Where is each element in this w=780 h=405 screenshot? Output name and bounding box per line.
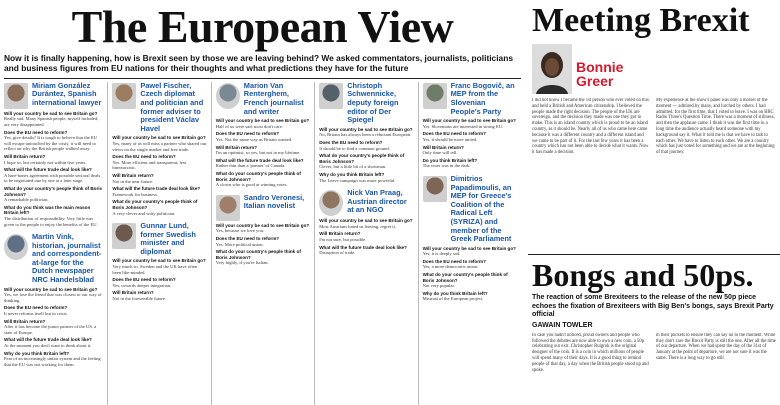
answer: It should be to find a common ground. bbox=[319, 145, 390, 151]
question: Will your country be sad to see Britain go? bbox=[215, 118, 310, 124]
answer: Not in the foreseeable future. bbox=[112, 296, 167, 302]
bongs-columns bbox=[532, 333, 778, 399]
profile bbox=[112, 222, 206, 302]
question: Will your country be sad to see Britain go? bbox=[112, 135, 206, 141]
answer: Really sad. Many Spanish people, myself included, are very disappointed. bbox=[4, 116, 99, 127]
profile-header bbox=[319, 82, 413, 125]
question: Will Britain return? bbox=[4, 153, 46, 159]
body-text: I did not know I became the 1st person who ever voted on this and held a British and American citizenship. I believed the people made the right decision. The people of the UK are sovereign, and the decision they made was one they got to make. This is an island country which is proud to be an island country, as it should be. Nearly all of us who came here came because it was a different country and a different island and we came to be part of it. For the last few years it has been a country which has not been able to decide what it wants. Now it has made a decision. bbox=[532, 98, 649, 156]
question: Will your country be sad to see Britain go? bbox=[422, 118, 516, 124]
avatar bbox=[319, 83, 343, 109]
answer: Yes, because we love you. bbox=[215, 228, 265, 234]
profile bbox=[4, 82, 103, 227]
profile-header bbox=[319, 189, 413, 216]
avatar bbox=[112, 83, 136, 109]
answer: Yes, it should be more united. bbox=[422, 136, 478, 142]
avatar bbox=[423, 176, 447, 202]
question: Why do you think Britain left? bbox=[422, 290, 488, 296]
avatar bbox=[319, 190, 343, 216]
answer: Only time will tell. bbox=[422, 150, 458, 156]
question: Will your country be sad to see Britain go? bbox=[4, 110, 98, 116]
bongs-standfirst: The reaction of some Brexiteers to the release of the new 50p piece echoes the fixation of Brexiteers with Big Ben's bongs, says Brexit Party official bbox=[532, 294, 774, 319]
answer: Yes. Not the same way as Britain wanted. bbox=[215, 136, 293, 142]
question: Will your country be sad to see Britain go? bbox=[4, 286, 98, 292]
answer: Not in the near future. bbox=[112, 178, 154, 184]
body-text: My experience at the show's panel was only a morsel of the moment — admired by many, and lurched by others. I had admitted, for the first time, that I voted to leave. I was on BBC Radio Three's Question Time. There was a moment of stillness, and then the applause came. I think it was the first time in a long time the audience actually heard someone with my background say it. What it told me is that we have to talk to each other. We have to listen to each other. We are a country which has just voted for something and we are at the beginning of that journey. bbox=[656, 98, 775, 156]
question: Will your country be sad to see Britain go? bbox=[215, 222, 310, 228]
european-view-column bbox=[314, 82, 413, 405]
answer: Yes. More efficient and transparent; less bureaucratic. bbox=[112, 159, 187, 171]
european-view-columns bbox=[4, 82, 521, 405]
question: Will your country be sad to see Britain go? bbox=[422, 245, 516, 251]
meeting-brexit-column bbox=[532, 98, 650, 250]
profile-name: Martin Vink, historian, journalist and correspondent-at-large for the Dutch newspaper NRC Handelsblad bbox=[32, 232, 102, 285]
question: What do your country's people think of Boris Johnson? bbox=[215, 249, 301, 260]
answer: The voter was in the dark. bbox=[422, 163, 471, 169]
avatar bbox=[112, 223, 136, 249]
answer: Very highly, if you're Italian. bbox=[215, 260, 269, 266]
answer: Framework for business. bbox=[112, 191, 158, 197]
answer: After it has become the junior partner of the US, a state of Europe. bbox=[4, 324, 97, 335]
avatar bbox=[216, 195, 240, 221]
question: Do you think Britain left? bbox=[422, 157, 478, 163]
answer: Yes, it is deeply sad. bbox=[422, 251, 461, 257]
answer: Yes. Slovenians are interested in strong EU. bbox=[422, 123, 504, 129]
answer: Yes, towards deeper integration. bbox=[112, 282, 172, 288]
profile-name: Gunnar Lund, former Swedish minister and diplomat bbox=[140, 221, 196, 256]
profile bbox=[319, 82, 413, 183]
answer: Yes. More political union. bbox=[215, 241, 264, 247]
question: Does the EU need to reform? bbox=[319, 139, 383, 145]
answer: A clown who is good at winning votes. bbox=[215, 182, 288, 188]
profile bbox=[423, 175, 517, 302]
question: Will your country be sad to see Britain go? bbox=[319, 126, 413, 132]
answer: Most Austrians hated us leaving, regret it. bbox=[319, 223, 396, 229]
european-view-column bbox=[211, 82, 310, 405]
meeting-brexit-author bbox=[576, 60, 638, 88]
question: Will Britain return? bbox=[319, 231, 361, 237]
question: Will Britain return? bbox=[215, 144, 258, 150]
bongs-title: Bongs and 50ps. bbox=[532, 257, 754, 293]
answer: Mistrust of the European project. bbox=[422, 296, 484, 302]
profile bbox=[319, 189, 413, 256]
question: Does the EU need to reform? bbox=[112, 277, 176, 283]
profile-header bbox=[423, 175, 517, 244]
meeting-brexit-title: Meeting Brexit bbox=[532, 2, 750, 39]
bongs-column bbox=[532, 333, 650, 399]
author-last-name: Greer bbox=[576, 73, 614, 89]
european-view-column bbox=[418, 82, 517, 405]
answer: Yes, many of us will miss a partner who shared our views on the single market and free trade. bbox=[112, 140, 207, 152]
answer: No, Britain has always been a reluctant European. bbox=[319, 132, 412, 138]
profile-name: Marion Van Renterghem, French journalist and writer bbox=[243, 81, 304, 116]
body-text: in their pockets to ensure they can say no to the moment. While they don't care the Brexit Party is still the one. After all the time of our departure. When we had spent the day of the 31st of January at the point of departure, we are not sure it was the same. There is a long way to go still. bbox=[656, 332, 776, 361]
answer: Yes, a more democratic union. bbox=[422, 264, 479, 270]
answer: Very much so. Sweden and the UK have often been like-minded. bbox=[112, 264, 198, 275]
european-view-title: The European View bbox=[71, 1, 454, 52]
question: Will Britain return? bbox=[422, 144, 464, 150]
author-photo bbox=[532, 44, 572, 94]
body-text: In case you hadn't noticed, proud owners and people who followed the debates are now able to own a new coin, a 50p celebrating our exit. Christopher Ruigrok is the original designer of the coin. It is a coin in which millions of people will spend many of their days. It is a good thing to remind people of that day, a day when the British people stood up and spoke. bbox=[532, 332, 649, 373]
answer: A remarkable politician. bbox=[4, 197, 49, 203]
answer: Disruption of trade. bbox=[319, 250, 356, 256]
meeting-brexit-column bbox=[656, 98, 777, 250]
european-view-standfirst: Now it is finally happening, how is Brexit seen by those we are leaving behind? We asked commentators, journalists, politicians and business figures from EU nations for their thoughts and what predictions they have for the future bbox=[4, 53, 521, 79]
question: Does the EU need to reform? bbox=[422, 258, 486, 264]
profile-name: Miriam González Durántez, Spanish international lawyer bbox=[32, 81, 102, 107]
answer: A bare-bones agreement with possible sectoral deals to be negotiated one by one at a later stage. bbox=[4, 172, 101, 184]
profile-header bbox=[423, 82, 517, 116]
answer: Clever, but a little bit of a showman. bbox=[319, 164, 387, 170]
bongs-author: GAWAIN TOWLER bbox=[532, 321, 593, 329]
question: Does the EU need to reform? bbox=[215, 235, 280, 241]
bongs-section bbox=[528, 254, 780, 405]
avatar bbox=[4, 83, 28, 109]
question: What will the future trade deal look like? bbox=[112, 186, 201, 192]
profile-name: Sandro Veronesi, Italian novelist bbox=[243, 192, 305, 211]
avatar bbox=[4, 234, 28, 260]
profile-header bbox=[216, 194, 310, 221]
profile-header bbox=[4, 82, 103, 109]
profile-name: Dimitrios Papadimoulis, an MEP for Greece's Coalition of the Radical Left (SYRIZA) and member of the Greek Parliament bbox=[450, 173, 512, 244]
answer: A very clever and witty politician. bbox=[112, 210, 176, 216]
question: Does the EU need to reform? bbox=[4, 129, 68, 135]
answer: Rather thin than a 'partner' of Canada. bbox=[215, 163, 286, 169]
question: Will your country be sad to see Britain go? bbox=[112, 258, 206, 264]
bongs-column bbox=[656, 333, 777, 399]
question: What will the future trade deal look like? bbox=[319, 244, 407, 250]
answer: Not very popular. bbox=[422, 283, 455, 289]
profile-name: Pawel Fischer, Czech diplomat and politician and former adviser to president Václav Havel bbox=[140, 81, 204, 133]
answer: I hope so, but certainly not within five years. bbox=[4, 159, 87, 165]
answer: Yes, we lose the friend that was closest to our way of thinking. bbox=[4, 292, 102, 303]
profile-name: Christoph Schwennicke, deputy foreign editor of Der Spiegel bbox=[347, 81, 399, 125]
question: Does the EU need to reform? bbox=[4, 305, 68, 311]
answer: Fear of an increasingly unfair system and the feeling that the EU was not working for them. bbox=[4, 356, 101, 367]
european-view-column bbox=[107, 82, 206, 405]
question: Will Britain return? bbox=[4, 318, 46, 324]
answer: The distribution of responsibility. Very little was given to the people to enjoy the benefits of the EU. bbox=[4, 215, 98, 227]
answer: Yes, give details? It is tough to believe that the EU will escape untouched by the crisis; it will need to reflect on why the British people walked away. bbox=[4, 135, 98, 152]
answer: I'm an optimist, so yes, but not in my lifetime. bbox=[215, 150, 301, 156]
question: Why do you think Britain left? bbox=[319, 171, 385, 177]
question: Will Britain return? bbox=[112, 290, 154, 296]
question: What do your country's people think of Boris Johnson? bbox=[112, 199, 198, 210]
answer: The Leave campaign was more powerful. bbox=[319, 177, 396, 183]
profile bbox=[216, 82, 310, 188]
answer: Half of us were sad; most don't care. bbox=[215, 123, 283, 129]
profile-header bbox=[112, 222, 206, 256]
question: What do your country's people think of Boris Johnson? bbox=[422, 272, 508, 283]
profile-header bbox=[216, 82, 310, 116]
profile-header bbox=[4, 233, 103, 285]
answer: It never reforms itself but in crisis. bbox=[4, 311, 68, 317]
profile bbox=[216, 194, 310, 266]
question: Will your country be sad to see Britain go? bbox=[319, 218, 413, 224]
question: What do your country's people think of Boris Johnson? bbox=[319, 153, 405, 164]
profile-header bbox=[112, 82, 206, 134]
question: What will the future trade deal look like? bbox=[4, 337, 92, 343]
answer: At the moment you don't want to think about it. bbox=[4, 343, 92, 348]
profile bbox=[4, 233, 103, 367]
profile bbox=[112, 82, 206, 216]
question: Does the EU need to reform? bbox=[422, 131, 486, 137]
answer: I'm not sure, but possible. bbox=[319, 236, 367, 242]
question: What do your country's people think of Boris Johnson? bbox=[215, 170, 301, 182]
avatar bbox=[423, 83, 447, 109]
question: What will the future trade deal look like? bbox=[4, 167, 92, 173]
question: What do your country's people think of Boris Johnson? bbox=[4, 185, 103, 197]
author-first-name: Bonnie bbox=[576, 59, 624, 75]
meeting-brexit-columns bbox=[532, 98, 778, 251]
avatar bbox=[216, 83, 240, 109]
question: What will the future trade deal look like? bbox=[215, 157, 304, 163]
meeting-brexit-header bbox=[528, 0, 780, 95]
profile-name: Nick Van Praag, Austrian director at an NGO bbox=[347, 188, 407, 215]
question: Does the EU need to reform? bbox=[112, 154, 176, 160]
meeting-brexit-section bbox=[528, 0, 780, 251]
question: Will Britain return? bbox=[112, 172, 154, 178]
question: What do you think was the main reason Britain left? bbox=[4, 204, 91, 216]
european-view-column bbox=[4, 82, 103, 405]
question: Does the EU need to reform? bbox=[215, 131, 280, 137]
question: Why do you think Britain left? bbox=[4, 350, 70, 356]
profile-name: Franc Bogovič, an MEP from the Slovenian People's Party bbox=[450, 81, 515, 116]
profile bbox=[423, 82, 517, 169]
